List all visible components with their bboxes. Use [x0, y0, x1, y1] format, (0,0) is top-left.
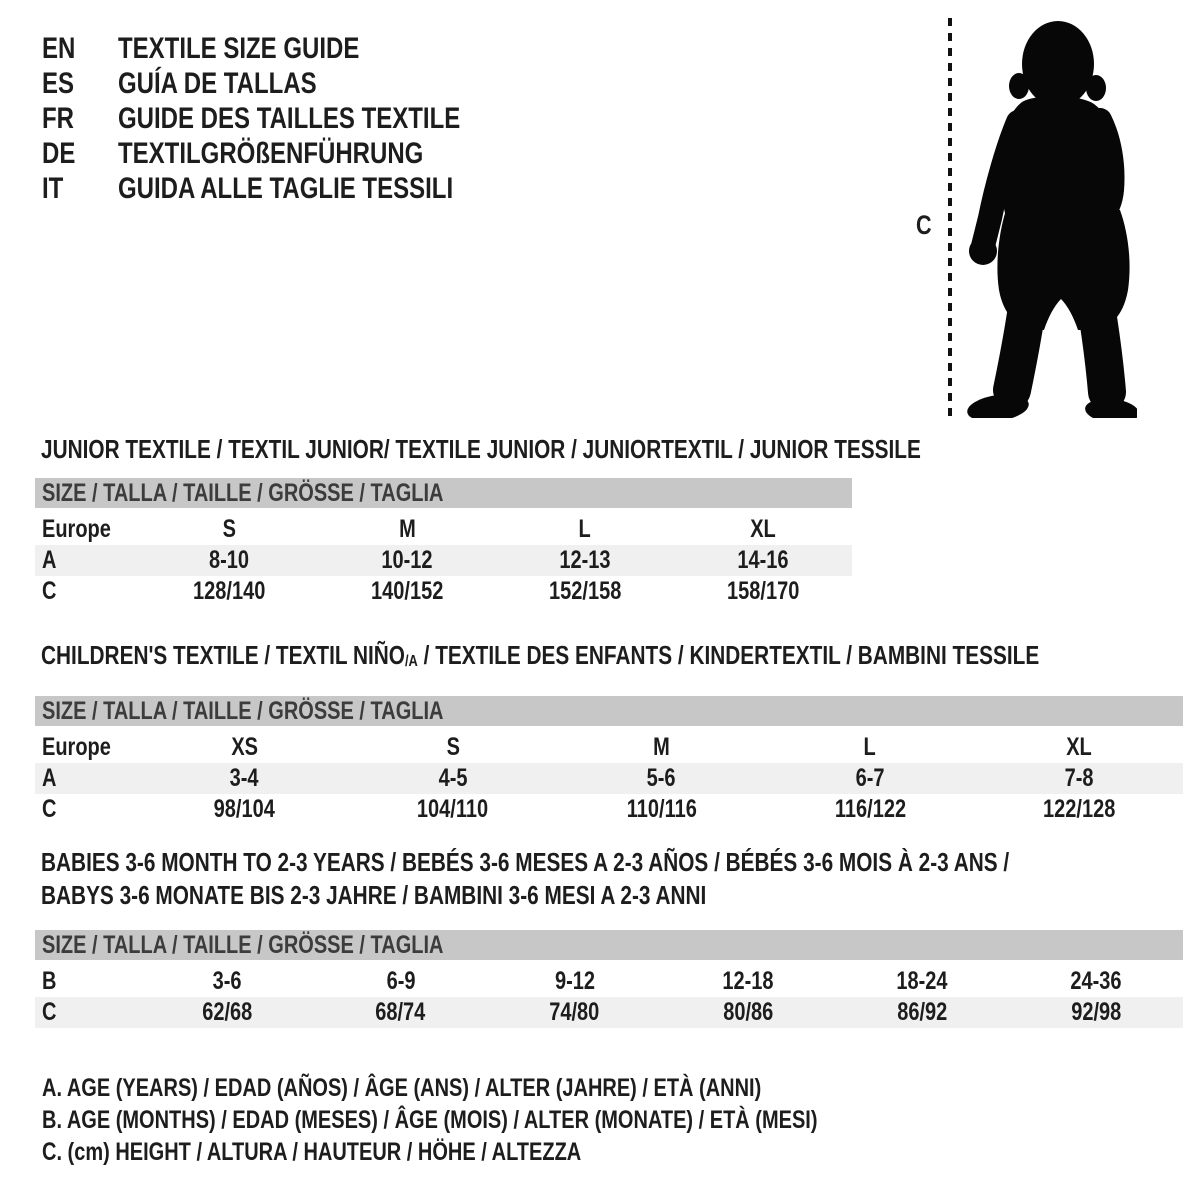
size-table-row [35, 545, 852, 576]
size-row-label [35, 966, 140, 997]
size-cell [140, 997, 314, 1028]
size-cell-text: 158/170 [726, 577, 800, 605]
size-cell-text: 104/110 [417, 795, 489, 823]
size-table-row [35, 763, 1183, 794]
size-cell-text: 110/116 [626, 795, 697, 823]
language-code: DE [42, 137, 76, 170]
size-row-label [35, 576, 140, 607]
section-children-textile [35, 642, 1183, 825]
size-table-header-text: SIZE / TALLA / TAILLE / GRÖSSE / TAGLIA [42, 931, 444, 959]
size-cell [349, 732, 558, 763]
size-cell [557, 732, 766, 763]
section-title-line [41, 642, 1183, 672]
size-cell [140, 763, 349, 794]
size-cell-text: S [222, 515, 236, 543]
section-title-babies [35, 846, 1183, 912]
size-cell-text: 128/140 [192, 577, 266, 605]
legend-line-text: B. AGE (MONTHS) / EDAD (MESES) / ÂGE (MOIS) / ALTER (MONATE) / ETÀ (MESI) [42, 1106, 818, 1134]
figure-area [0, 0, 1200, 430]
size-cell-text: 12-18 [722, 967, 774, 995]
size-table-header-text: SIZE / TALLA / TAILLE / GRÖSSE / TAGLIA [42, 697, 444, 725]
size-cell [496, 576, 674, 607]
size-cell [674, 576, 852, 607]
size-row-label [35, 514, 140, 545]
height-measure-label [916, 210, 936, 241]
title-segment: / TEXTILE DES ENFANTS / KINDERTEXTIL / BAMBINI TESSILE [417, 640, 1040, 670]
size-cell-text: S [446, 733, 460, 761]
size-cell [835, 966, 1009, 997]
size-row-label [35, 732, 140, 763]
size-cell-text: 6-9 [386, 967, 416, 995]
size-cell-text: 24-36 [1070, 967, 1122, 995]
size-cell-text: 9-12 [554, 967, 595, 995]
size-cell [661, 997, 835, 1028]
size-table-header-text: SIZE / TALLA / TAILLE / GRÖSSE / TAGLIA [42, 479, 444, 507]
size-cell [1009, 997, 1183, 1028]
size-table-junior [35, 478, 852, 607]
size-row-label-text: Europe [42, 515, 111, 543]
section-title-junior [35, 434, 921, 464]
size-cell [140, 576, 318, 607]
title-segment: BABIES 3-6 MONTH TO 2-3 YEARS / BEBÉS 3-6 MESES A 2-3 AÑOS / BÉBÉS 3-6 MOIS À 2-3 ANS / [41, 847, 1010, 877]
section-title-text [41, 642, 1039, 672]
size-row-label-text: C [42, 795, 57, 823]
size-cell [557, 794, 766, 825]
title-segment: CHILDREN'S TEXTILE / TEXTIL NIÑO [41, 640, 405, 670]
size-row-label-text: Europe [42, 733, 111, 761]
size-cell-text: XL [1065, 733, 1092, 761]
size-cell-text: L [578, 515, 592, 543]
language-label: GUIDA ALLE TAGLIE TESSILI [118, 172, 454, 205]
size-cell [557, 763, 766, 794]
size-cell [140, 545, 318, 576]
size-cell [974, 763, 1183, 794]
section-title-text [41, 879, 706, 912]
size-cell-text: 140/152 [370, 577, 444, 605]
language-code: ES [42, 67, 75, 100]
language-code: FR [42, 102, 74, 135]
section-title-line [41, 434, 921, 464]
size-table-children [35, 696, 1183, 825]
section-title-line [41, 879, 1183, 912]
size-table-row [35, 794, 1183, 825]
size-row-label-text: C [42, 577, 57, 605]
size-cell [140, 732, 349, 763]
legend-line-text: A. AGE (YEARS) / EDAD (AÑOS) / ÂGE (ANS) / ALTER (JAHRE) / ETÀ (ANNI) [42, 1074, 762, 1102]
size-cell [674, 514, 852, 545]
height-measure-dashed-line [948, 18, 952, 416]
size-cell [766, 763, 975, 794]
size-table-row [35, 576, 852, 607]
size-table-header [35, 696, 1183, 726]
section-junior-textile [35, 434, 921, 607]
legend-line [42, 1072, 1011, 1104]
size-cell-text: M [398, 515, 416, 543]
size-row-label [35, 997, 140, 1028]
size-row-label [35, 763, 140, 794]
size-table-body [35, 966, 1183, 1028]
size-cell [488, 966, 662, 997]
size-cell-text: 18-24 [896, 967, 948, 995]
section-title-children [35, 642, 1183, 672]
size-cell [349, 763, 558, 794]
size-cell [496, 545, 674, 576]
size-cell [1009, 966, 1183, 997]
size-cell [661, 966, 835, 997]
size-cell-text: XL [750, 515, 776, 543]
size-cell [140, 966, 314, 997]
size-table-row [35, 997, 1183, 1028]
language-label: TEXTILGRÖßENFÜHRUNG [118, 137, 424, 170]
size-cell [314, 997, 488, 1028]
size-cell [488, 997, 662, 1028]
language-code: IT [42, 172, 64, 205]
toddler-silhouette-icon [962, 18, 1137, 418]
size-cell [974, 794, 1183, 825]
size-cell [974, 732, 1183, 763]
size-table-row [35, 732, 1183, 763]
size-cell [835, 997, 1009, 1028]
size-row-label-text: A [42, 764, 57, 792]
legend-line [42, 1136, 1011, 1168]
section-title-text [41, 436, 921, 462]
size-row-label-text: B [42, 967, 57, 995]
size-cell-text: L [863, 733, 877, 761]
height-measure-label-text: C [916, 210, 932, 240]
title-subscript: /A [404, 652, 418, 671]
size-cell-text: 10-12 [381, 546, 433, 574]
size-cell-text: XS [230, 733, 258, 761]
size-cell-text: 116/122 [834, 795, 906, 823]
language-label: GUIDE DES TAILLES TEXTILE [118, 102, 461, 135]
size-cell [496, 514, 674, 545]
size-cell-text: 74/80 [549, 998, 600, 1026]
size-table-body [35, 514, 852, 607]
size-cell-text: 8-10 [208, 546, 250, 574]
size-cell-text: 5-6 [647, 764, 676, 792]
size-cell-text: 98/104 [213, 795, 275, 823]
size-row-label-text: C [42, 998, 57, 1026]
size-cell [766, 794, 975, 825]
size-row-label [35, 545, 140, 576]
section-title-text [41, 846, 1009, 879]
size-cell-text: 122/128 [1042, 795, 1115, 823]
size-cell [314, 966, 488, 997]
size-row-label-text: A [42, 546, 57, 574]
section-babies-textile [35, 846, 1183, 1028]
size-row-label [35, 794, 140, 825]
size-table-row [35, 966, 1183, 997]
size-cell-text: 86/92 [897, 998, 948, 1026]
size-cell [140, 794, 349, 825]
legend-line-text: C. (cm) HEIGHT / ALTURA / HAUTEUR / HÖHE / ALTEZZA [42, 1138, 582, 1166]
size-cell-text: 3-4 [229, 764, 259, 792]
size-cell-text: 152/158 [548, 577, 622, 605]
size-cell-text: 4-5 [438, 764, 468, 792]
size-cell [766, 732, 975, 763]
size-cell-text: 7-8 [1064, 764, 1094, 792]
section-title-line [41, 846, 1183, 879]
size-cell [349, 794, 558, 825]
size-cell [318, 576, 496, 607]
size-table-row [35, 514, 852, 545]
language-code: EN [42, 32, 76, 65]
size-cell [140, 514, 318, 545]
size-table-babies [35, 930, 1183, 1028]
measurement-legend [42, 1072, 1011, 1168]
size-cell-text: 14-16 [737, 546, 789, 574]
size-cell [318, 514, 496, 545]
size-cell-text: 92/98 [1071, 998, 1122, 1026]
title-segment: BABYS 3-6 MONATE BIS 2-3 JAHRE / BAMBINI 3-6 MESI A 2-3 ANNI [41, 880, 707, 910]
title-segment: JUNIOR TEXTILE / TEXTIL JUNIOR/ TEXTILE JUNIOR / JUNIORTEXTIL / JUNIOR TESSILE [41, 434, 921, 464]
size-table-header [35, 478, 852, 508]
size-cell-text: M [653, 733, 670, 761]
size-cell-text: 3-6 [212, 967, 242, 995]
size-cell-text: 68/74 [375, 998, 426, 1026]
language-label: TEXTILE SIZE GUIDE [118, 32, 360, 65]
size-cell [318, 545, 496, 576]
size-table-body [35, 732, 1183, 825]
legend-line [42, 1104, 1011, 1136]
size-cell-text: 62/68 [201, 998, 252, 1026]
size-cell-text: 12-13 [559, 546, 611, 574]
size-table-header [35, 930, 1183, 960]
size-cell-text: 6-7 [855, 764, 885, 792]
language-label: GUÍA DE TALLAS [118, 67, 317, 100]
size-cell [674, 545, 852, 576]
size-cell-text: 80/86 [723, 998, 774, 1026]
